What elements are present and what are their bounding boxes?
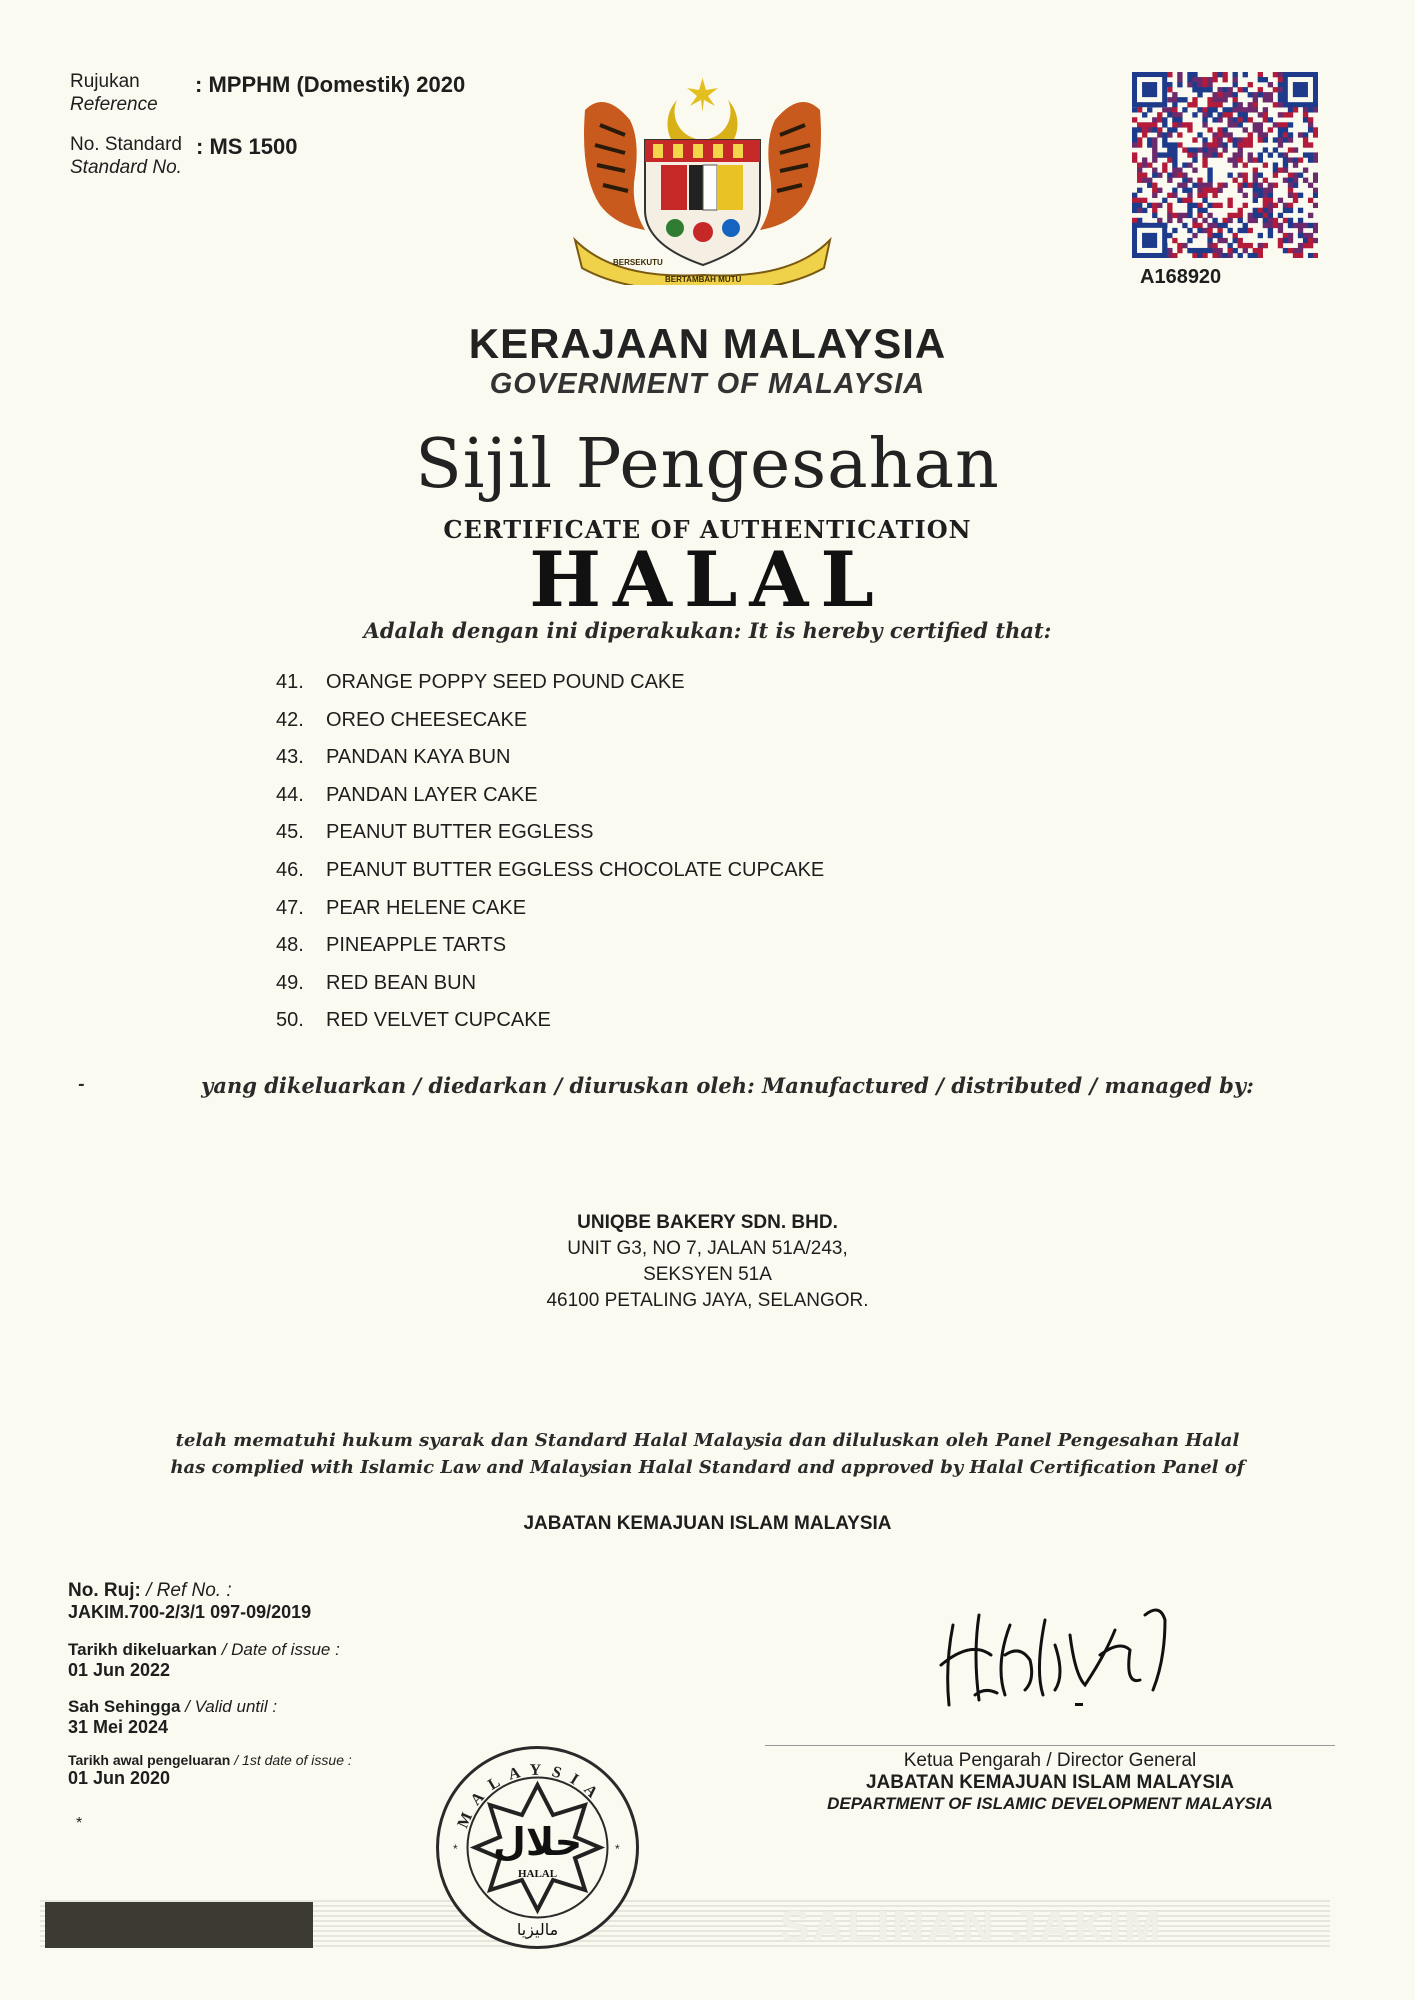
issue-date-label-my: Tarikh dikeluarkan: [68, 1640, 217, 1659]
government-title-my: KERAJAAN MALAYSIA: [468, 320, 947, 367]
item-number: 48.: [276, 934, 304, 957]
item-name: RED BEAN BUN: [326, 971, 477, 994]
compliance-agency: JABATAN KEMAJUAN ISLAM MALAYSIA: [523, 1513, 892, 1534]
first-issue-label-en: / 1st date of issue :: [230, 1752, 352, 1768]
coat-of-arms-image: [565, 70, 840, 285]
director-block: [765, 1750, 1335, 1814]
list-item: [276, 746, 824, 784]
certificate-title-my: Sijil Pengesahan: [415, 425, 1000, 504]
item-number: 50.: [276, 1009, 304, 1032]
standard-value: : MS 1500: [196, 134, 298, 159]
government-title-en: GOVERNMENT OF MALAYSIA: [489, 368, 926, 400]
halal-seal-image: [435, 1745, 640, 1950]
valid-until-label-my: Sah Sehingga: [68, 1697, 181, 1716]
signature: [935, 1595, 1195, 1715]
item-name: RED VELVET CUPCAKE: [326, 1009, 551, 1032]
rujukan-label: Rujukan: [70, 71, 140, 92]
list-item: [276, 821, 824, 859]
item-number: 42.: [276, 708, 304, 731]
ref-no-block: [68, 1580, 311, 1623]
director-dept-my: JABATAN KEMAJUAN ISLAM MALAYSIA: [865, 1772, 1235, 1793]
item-number: 41.: [276, 671, 304, 693]
list-item: [276, 972, 824, 1010]
certified-line: Adalah dengan ini diperakukan: It is hereby certified that:: [363, 618, 1052, 643]
coat-of-arms: [565, 70, 840, 285]
item-number: 47.: [276, 896, 304, 919]
list-item: [276, 859, 824, 897]
certificate-title-en: CERTIFICATE OF AUTHENTICATION: [443, 515, 972, 544]
list-item: [276, 897, 824, 935]
seal-star-left: *: [453, 1842, 458, 1856]
item-name: PANDAN KAYA BUN: [326, 746, 511, 769]
company-block: [0, 1210, 1415, 1314]
list-item: [276, 709, 824, 747]
compliance-line-en: has complied with Islamic Law and Malaysian Halal Standard and approved by Halal Certification Panel of: [170, 1457, 1245, 1478]
director-dept-en: DEPARTMENT OF ISLAMIC DEVELOPMENT MALAYSIA: [827, 1794, 1273, 1813]
item-number: 49.: [276, 971, 304, 994]
ref-no-value: JAKIM.700-2/3/1 097-09/2019: [68, 1602, 312, 1622]
reference-label-en: Reference: [70, 94, 158, 115]
asterisk-mark: *: [76, 1815, 83, 1832]
list-item: [276, 671, 824, 709]
standard-no-label-en: Standard No.: [70, 157, 182, 178]
first-issue-block: [68, 1752, 352, 1789]
seal-arabic: حلال: [492, 1820, 583, 1864]
ref-no-label-my: No. Ruj:: [68, 1580, 141, 1601]
item-number: 45.: [276, 821, 304, 844]
item-name: PANDAN LAYER CAKE: [326, 783, 538, 806]
dark-block: [45, 1902, 313, 1948]
motto-left-text: BERSEKUTU: [613, 258, 663, 267]
seal-star-right: *: [615, 1842, 620, 1856]
item-number: 46.: [276, 858, 304, 881]
qr-code: [1132, 72, 1318, 258]
director-title: Ketua Pengarah / Director General: [903, 1750, 1197, 1771]
seal-bottom-arabic: ماليزيا: [516, 1920, 559, 1939]
motto-right-text: BERTAMBAH MUTU: [665, 275, 742, 284]
company-address-2: SEKSYEN 51A: [643, 1264, 772, 1285]
valid-until-block: [68, 1697, 277, 1738]
list-item: [276, 934, 824, 972]
halal-seal: [435, 1745, 640, 1950]
issue-date-label-en: / Date of issue :: [216, 1640, 340, 1659]
item-name: PEAR HELENE CAKE: [326, 896, 527, 919]
item-number: 44.: [276, 783, 304, 806]
standard-label: [70, 133, 182, 179]
signature-line: [765, 1745, 1335, 1746]
list-item: [276, 784, 824, 822]
first-issue-label-my: Tarikh awal pengeluaran: [68, 1752, 231, 1768]
item-name: PEANUT BUTTER EGGLESS CHOCOLATE CUPCAKE: [326, 858, 825, 881]
manufactured-line: yang dikeluarkan / diedarkan / diuruskan oleh: Manufactured / distributed / managed by:: [201, 1073, 1254, 1098]
reference-value: : MPPHM (Domestik) 2020: [195, 72, 466, 97]
first-issue-value: 01 Jun 2020: [68, 1768, 171, 1788]
valid-until-label-en: / Valid until :: [180, 1697, 278, 1716]
seal-label: HALAL: [517, 1868, 558, 1880]
ref-no-label-en: / Ref No. :: [140, 1580, 232, 1601]
item-name: ORANGE POPPY SEED POUND CAKE: [326, 671, 685, 693]
salinan-watermark: SALINAN JAKIM: [780, 1902, 1164, 1951]
valid-until-value: 31 Mei 2024: [68, 1717, 169, 1737]
company-name: UNIQBE BAKERY SDN. BHD.: [577, 1212, 838, 1233]
item-name: PEANUT BUTTER EGGLESS: [326, 821, 594, 844]
compliance-line-my: telah mematuhi hukum syarak dan Standard Halal Malaysia dan diluluskan oleh Panel Pengesahan Halal: [175, 1430, 1240, 1451]
product-list: [276, 671, 824, 1047]
item-name: OREO CHEESECAKE: [326, 708, 528, 731]
reference-label: [70, 70, 158, 116]
halal-title: HALAL: [529, 535, 886, 624]
dash-mark: -: [78, 1074, 85, 1093]
list-item: [276, 1009, 824, 1047]
company-address-1: UNIT G3, NO 7, JALAN 51A/243,: [567, 1238, 848, 1259]
company-address-3: 46100 PETALING JAYA, SELANGOR.: [546, 1290, 869, 1311]
item-name: PINEAPPLE TARTS: [326, 934, 507, 957]
qr-serial: A168920: [1140, 266, 1222, 288]
seal-ring-text: MALAYSIA: [454, 1761, 608, 1831]
item-number: 43.: [276, 746, 304, 769]
signature-image: [935, 1595, 1195, 1715]
qr-code-image: [1132, 72, 1318, 258]
issue-date-value: 01 Jun 2022: [68, 1660, 171, 1680]
no-standard-label: No. Standard: [70, 134, 182, 155]
issue-date-block: [68, 1640, 340, 1681]
